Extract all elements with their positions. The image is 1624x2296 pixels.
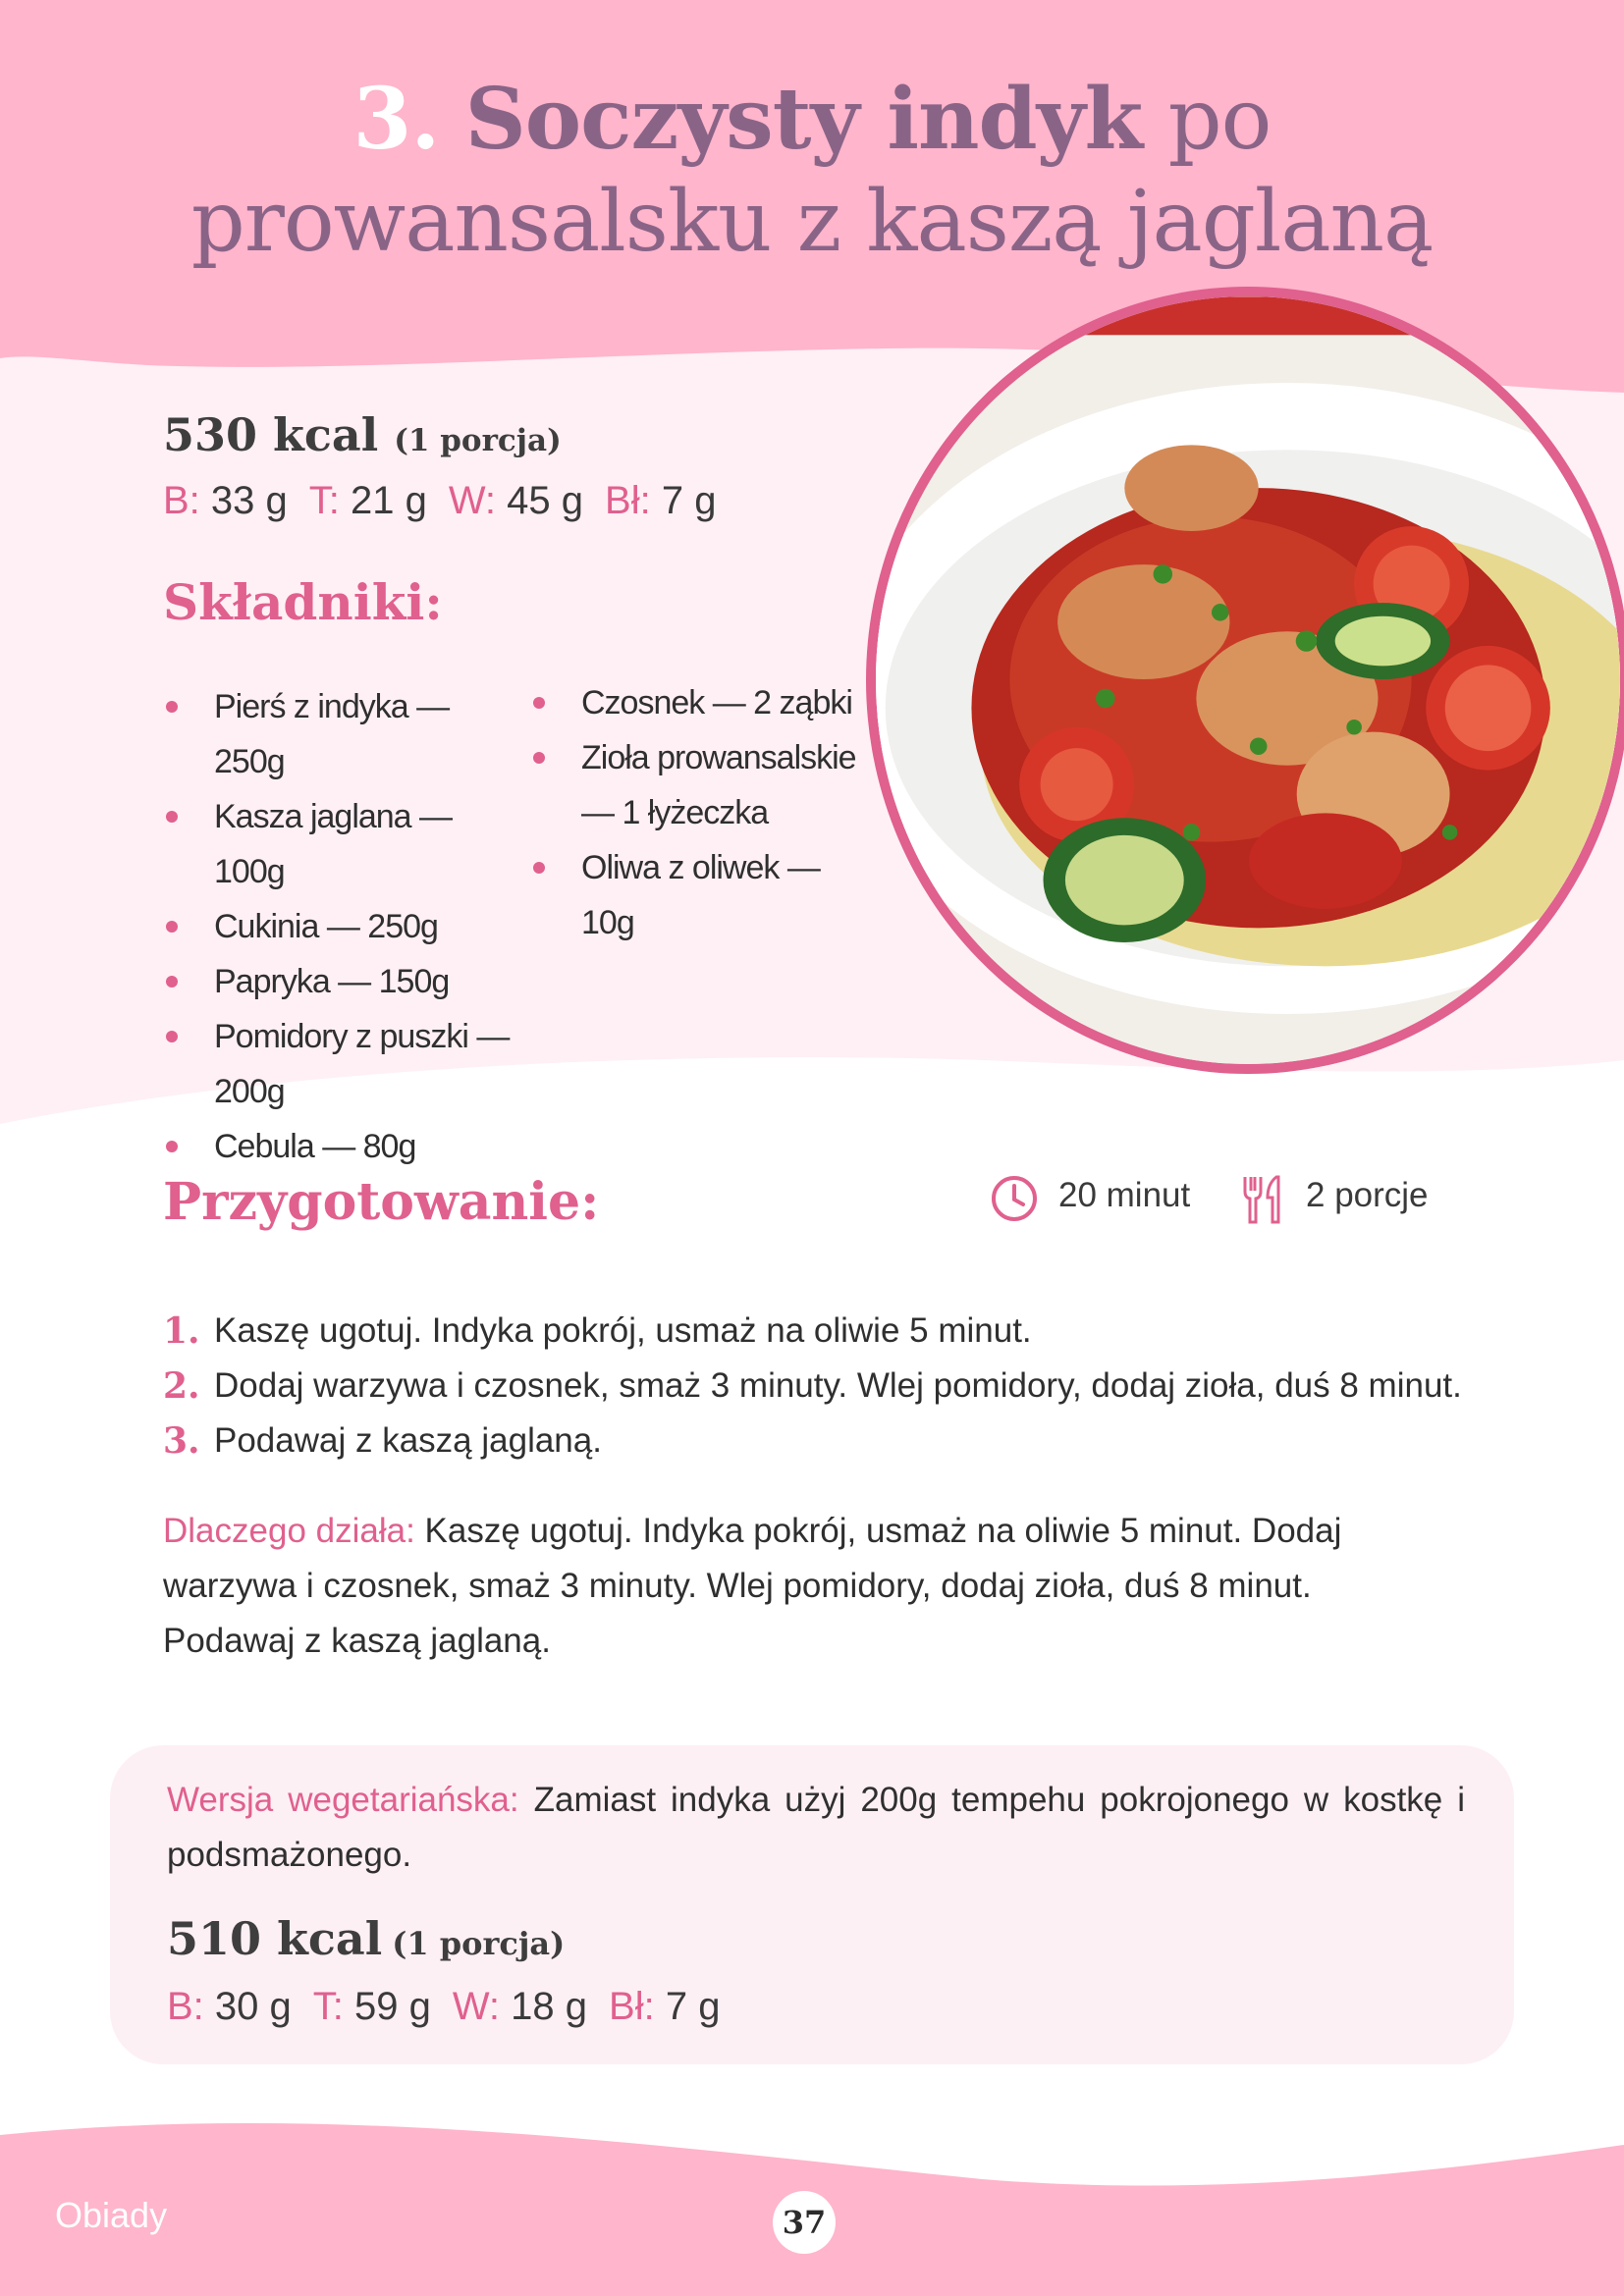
- vegetarian-label: Wersja wegetariańska:: [167, 1781, 519, 1819]
- vegetarian-text: Zamiast indyka użyj 200g tempehu pokrojonego w kostkę i podsmażonego.: [167, 1781, 1465, 1874]
- clock-icon: [990, 1174, 1039, 1223]
- step-item: [163, 1304, 1462, 1359]
- ingredients-list-left: [163, 679, 516, 1174]
- vege-macro-protein-value: 30 g: [214, 1985, 292, 2028]
- step-item: [163, 1414, 1462, 1468]
- page-number: 37: [773, 2191, 836, 2254]
- step-number: 1.: [163, 1310, 200, 1352]
- recipe-title: [0, 69, 1624, 273]
- macro-fat-label: T:: [308, 479, 340, 522]
- ingredients-heading: Składniki:: [163, 573, 443, 631]
- ingredient-item: Oliwa z oliwek — 10g: [530, 840, 874, 950]
- macro-fat-value: 21 g: [351, 479, 427, 522]
- vegetarian-description: [167, 1773, 1465, 1883]
- vegetarian-calories: [167, 1912, 565, 1965]
- macro-fiber-label: Bł:: [605, 479, 651, 522]
- ingredients-list-right: [530, 675, 874, 950]
- recipe-title-rest: po: [1142, 71, 1272, 169]
- vege-macro-protein-label: B:: [167, 1985, 204, 2028]
- macro-carbs-value: 45 g: [507, 479, 584, 522]
- ingredient-item: Pierś z indyka — 250g: [163, 679, 516, 789]
- macro-protein-value: 33 g: [210, 479, 288, 522]
- recipe-title-line2: prowansalsku z kaszą jaglaną: [190, 173, 1434, 271]
- macro-fiber-value: 7 g: [661, 479, 717, 522]
- vegetarian-portion-label: (1 porcja): [392, 1925, 566, 1962]
- macros: [163, 479, 716, 523]
- macro-carbs-label: W:: [448, 479, 497, 522]
- vege-macro-carbs-label: W:: [452, 1985, 501, 2028]
- why-text: Kaszę ugotuj. Indyka pokrój, usmaż na oliwie 5 minut. Dodaj warzywa i czosnek, smaż 3 minuty. Wlej pomidory, dodaj zioła, duś 8 minut. Podawaj z kaszą jaglaną.: [163, 1512, 1342, 1660]
- ingredient-item: Cebula — 80g: [163, 1119, 516, 1174]
- prep-time: 20 minut: [1058, 1176, 1191, 1214]
- ingredient-item: Czosnek — 2 ząbki: [530, 675, 874, 730]
- dish-photo: [866, 287, 1624, 1074]
- vegetarian-calories-value: 510 kcal: [167, 1912, 383, 1965]
- step-number: 2.: [163, 1365, 200, 1407]
- vege-macro-carbs-value: 18 g: [511, 1985, 588, 2028]
- ingredient-item: Zioła prowansalskie — 1 łyżeczka: [530, 730, 874, 840]
- preparation-heading: Przygotowanie:: [163, 1172, 600, 1232]
- steps-list: [163, 1304, 1462, 1468]
- vegetarian-macros: [167, 1985, 720, 2029]
- cutlery-icon: [1241, 1174, 1286, 1225]
- vege-macro-fat-label: T:: [312, 1985, 344, 2028]
- recipe-title-bold: Soczysty indyk: [464, 70, 1143, 169]
- why-label: Dlaczego działa:: [163, 1512, 415, 1550]
- ingredient-item: Kasza jaglana — 100g: [163, 789, 516, 899]
- ingredient-item: Pomidory z puszki — 200g: [163, 1009, 516, 1119]
- portion-label: (1 porcja): [394, 423, 562, 458]
- step-item: [163, 1359, 1462, 1414]
- servings: 2 porcje: [1306, 1176, 1429, 1214]
- dish-illustration: [876, 296, 1620, 1064]
- step-text: Podawaj z kaszą jaglaną.: [214, 1421, 602, 1460]
- recipe-number: 3.: [352, 70, 440, 169]
- ingredient-item: Papryka — 150g: [163, 954, 516, 1009]
- calories-value: 530 kcal: [163, 408, 379, 461]
- calories: [163, 408, 562, 461]
- step-text: Kaszę ugotuj. Indyka pokrój, usmaż na oliwie 5 minut.: [214, 1311, 1032, 1350]
- footer-section-name: Obiady: [55, 2195, 168, 2235]
- vege-macro-fiber-value: 7 g: [665, 1985, 721, 2028]
- macro-protein-label: B:: [163, 479, 200, 522]
- ingredient-item: Cukinia — 250g: [163, 899, 516, 954]
- step-number: 3.: [163, 1420, 200, 1462]
- vege-macro-fiber-label: Bł:: [609, 1985, 655, 2028]
- why-it-works: [163, 1504, 1439, 1669]
- step-text: Dodaj warzywa i czosnek, smaż 3 minuty. Wlej pomidory, dodaj zioła, duś 8 minut.: [214, 1366, 1462, 1405]
- vege-macro-fat-value: 59 g: [354, 1985, 431, 2028]
